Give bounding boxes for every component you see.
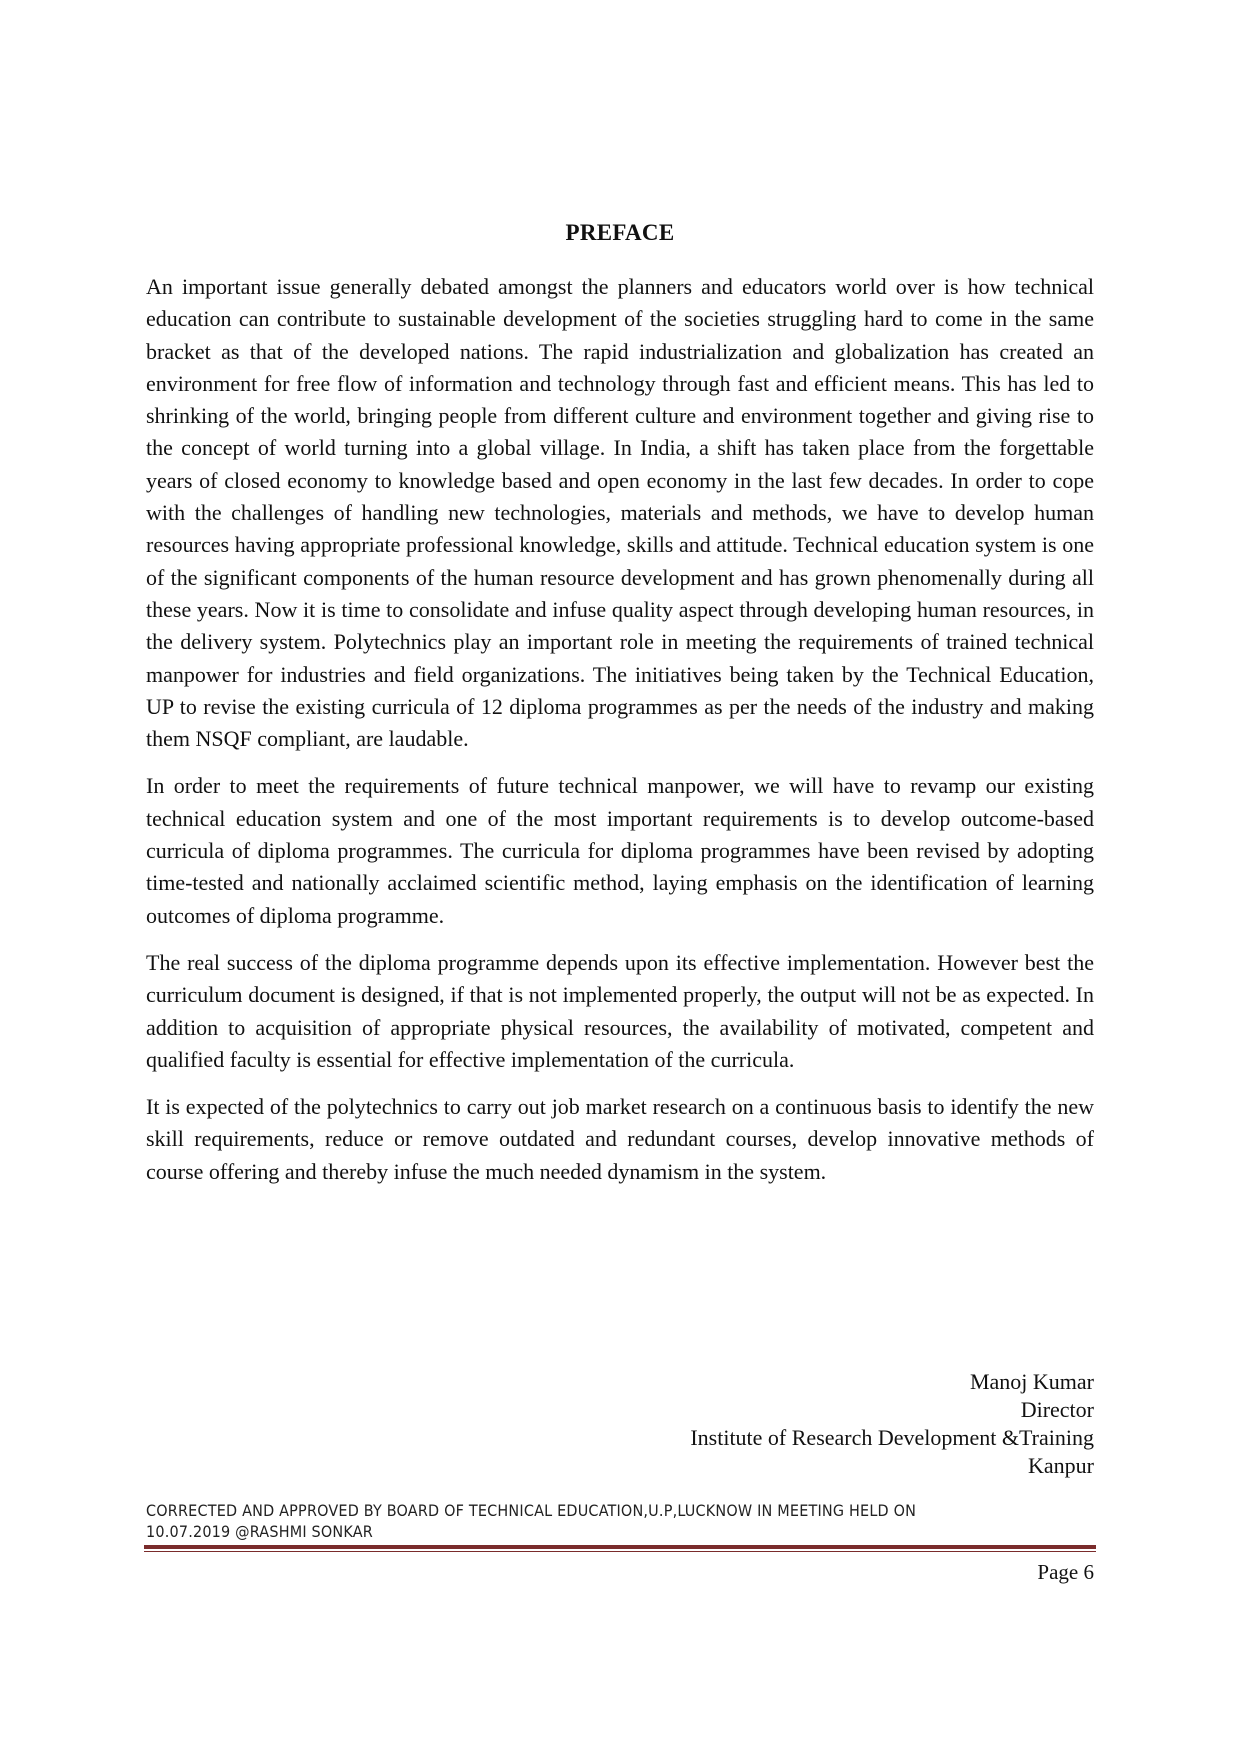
footer-divider-thick bbox=[144, 1545, 1096, 1549]
paragraph-1: An important issue generally debated amongst the planners and educators world over is how technical education can contribute to sustainable development of the societies struggling hard to come in the same bracket as that of the developed nations. The rapid industrialization and globalization has created an environment for free flow of information and technology through fast and efficient means. This has led to shrinking of the world, bringing people from different culture and environment together and giving rise to the concept of world turning into a global village. In India, a shift has taken place from the forgettable years of closed economy to knowledge based and open economy in the last few decades. In order to cope with the challenges of handling new technologies, materials and methods, we have to develop human resources having appropriate professional knowledge, skills and attitude. Technical education system is one of the significant components of the human resource development and has grown phenomenally during all these years. Now it is time to consolidate and infuse quality aspect through developing human resources, in the delivery system. Polytechnics play an important role in meeting the requirements of trained technical manpower for industries and field organizations. The initiatives being taken by the Technical Education, UP to revise the existing curricula of 12 diploma programmes as per the needs of the industry and making them NSQF compliant, are laudable. bbox=[146, 274, 1094, 752]
footer-divider-thin bbox=[144, 1551, 1096, 1552]
page-number: Page 6 bbox=[1037, 1560, 1094, 1584]
paragraph-2: In order to meet the requirements of future technical manpower, we will have to revamp our existing technical education system and one of the most important requirements is to develop outcome-based curricula of diploma programmes. The curricula for diploma programmes have been revised by adopting time-tested and nationally acclaimed scientific method, laying emphasis on the identification of learning outcomes of diploma programme. bbox=[146, 773, 1094, 928]
signatory-institute: Institute of Research Development &Training bbox=[690, 1425, 1094, 1450]
paragraph-4: It is expected of the polytechnics to carry out job market research on a continuous basis to identify the new skill requirements, reduce or remove outdated and redundant courses, develop innovative methods of course offering and thereby infuse the much needed dynamism in the system. bbox=[146, 1094, 1094, 1184]
footer-line-2: 10.07.2019 @RASHMI SONKAR bbox=[146, 1522, 373, 1541]
signatory-name: Manoj Kumar bbox=[969, 1369, 1094, 1394]
paragraph-3: The real success of the diploma programme depends upon its effective implementation. However best the curriculum document is designed, if that is not implemented properly, the output will not be as expected. In addition to acquisition of appropriate physical resources, the availability of motivated, competent and qualified faculty is essential for effective implementation of the curricula. bbox=[146, 949, 1094, 1072]
signatory-designation: Director bbox=[1020, 1397, 1094, 1422]
footer-line-1: CORRECTED AND APPROVED BY BOARD OF TECHNICAL EDUCATION,U.P,LUCKNOW IN MEETING HELD ON bbox=[146, 1501, 917, 1520]
page-title: PREFACE bbox=[565, 220, 675, 245]
preface-body bbox=[146, 271, 1094, 1203]
signature-block bbox=[690, 1368, 1094, 1480]
signatory-place: Kanpur bbox=[1028, 1453, 1094, 1478]
footer-note bbox=[146, 1500, 1094, 1542]
